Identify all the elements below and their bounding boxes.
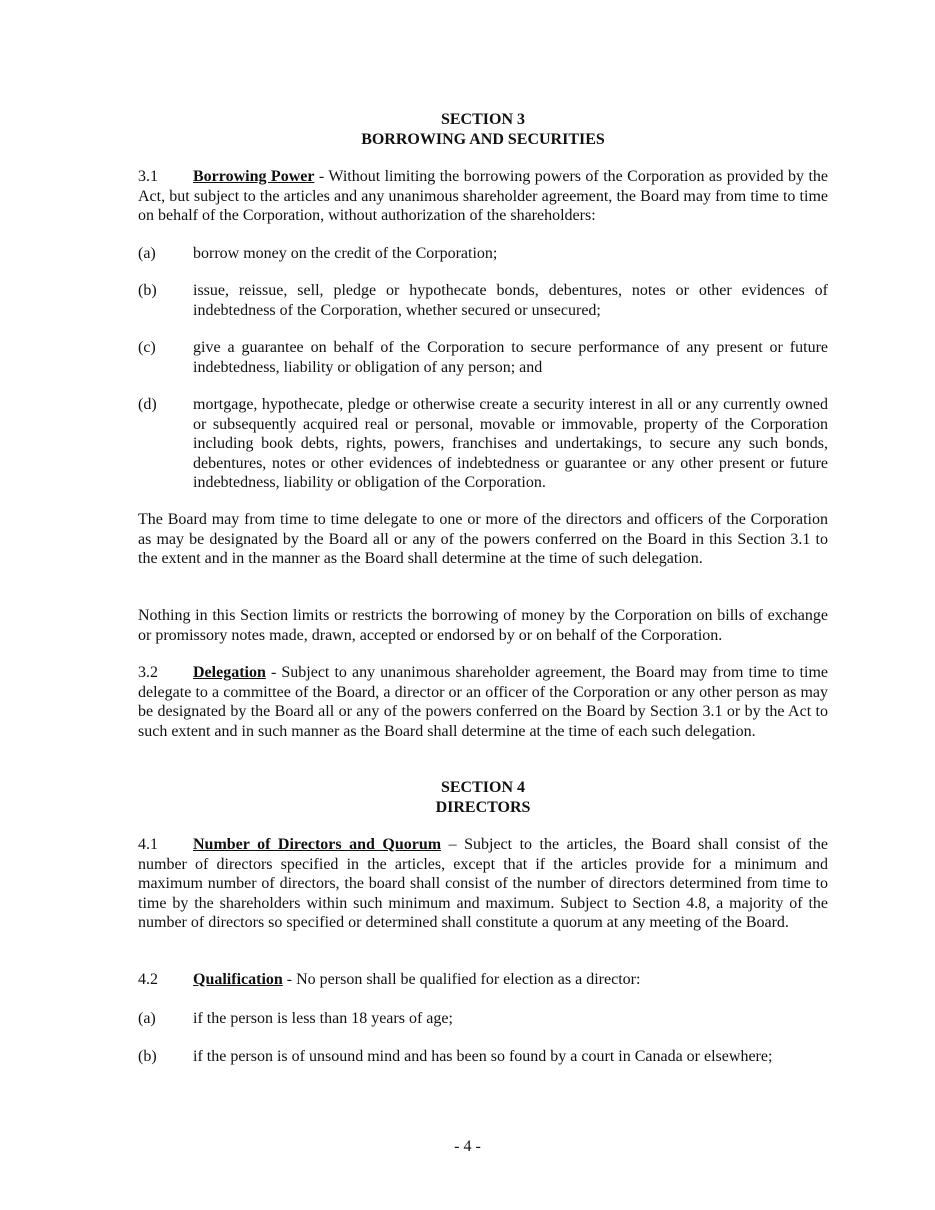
- paragraph-3-1: [138, 167, 828, 226]
- list-item-label: (b): [138, 1048, 157, 1065]
- list-item-text: give a guarantee on behalf of the Corporation to secure performance of any present or future indebtedness, liability or obligation of any person; and: [193, 339, 828, 376]
- section-3-heading: [138, 110, 828, 150]
- list-item: [138, 1009, 828, 1029]
- paragraph-number: 4.2: [138, 971, 158, 988]
- list-item: [138, 395, 828, 493]
- section-title: DIRECTORS: [435, 799, 531, 816]
- list-item: [138, 281, 828, 320]
- list-item-text: issue, reissue, sell, pledge or hypothecate bonds, debentures, notes or other evidences of indebtedness of the Corporation, whether secured or unsecured;: [193, 282, 828, 319]
- paragraph-4-2: [138, 970, 828, 990]
- list-item-label: (c): [138, 339, 156, 356]
- list-item: [138, 244, 828, 264]
- list-item-text: if the person is of unsound mind and has been so found by a court in Canada or elsewhere;: [193, 1048, 773, 1065]
- list-item: [138, 338, 828, 377]
- paragraph-text: - Without limiting the borrowing powers of the Corporation as provided by the Act, but subject to the articles and any unanimous shareholder agreement, the Board may from time to time on behalf of the Corporation, without authorization of the shareholders:: [138, 168, 828, 224]
- section-number: SECTION 4: [440, 779, 526, 796]
- paragraph-title: Number of Directors and Quorum: [193, 836, 442, 853]
- delegation-paragraph: The Board may from time to time delegate to one or more of the directors and officers of the Corporation as may be designated by the Board all or any of the powers conferred on the Board in this Section 3.1 to the extent and in the manner as the Board shall determine at the time of such delegation.: [138, 511, 828, 567]
- list-item: [138, 1047, 828, 1067]
- section-number: SECTION 3: [440, 111, 526, 128]
- paragraph-text: – Subject to the articles, the Board shall consist of the number of directors specified in the articles, except that if the articles provide for a minimum and maximum number of directors, the board shall consist of the number of directors determined from time to time by the shareholders within such minimum and maximum. Subject to Section 4.8, a majority of the number of directors so specified or determined shall constitute a quorum at any meeting of the Board.: [138, 836, 829, 931]
- list-item-label: (a): [138, 245, 156, 262]
- paragraph-title: Qualification: [193, 971, 283, 988]
- list-item-text: mortgage, hypothecate, pledge or otherwise create a security interest in all or any currently owned or subsequently acquired real or personal, movable or immovable, property of the Corporation including book debts, rights, powers, franchises and undertakings, to secure any such bonds, debentures, notes or other evidences of indebtedness or guarantee or any other present or future indebtedness, liability or obligation of the Corporation.: [193, 396, 828, 491]
- section-title: BORROWING AND SECURITIES: [361, 131, 605, 148]
- paragraph-text: - Subject to any unanimous shareholder agreement, the Board may from time to time delegate to a committee of the Board, a director or an officer of the Corporation or any other person as may be designated by the Board all or any of the powers conferred on the Board by Section 3.1 or by the Act to such extent and in such manner as the Board shall determine at the time of each such delegation.: [138, 664, 828, 740]
- paragraph-number: 4.1: [138, 836, 158, 853]
- paragraph-title: Delegation: [193, 664, 266, 681]
- list-item-label: (b): [138, 282, 157, 299]
- list-item-label: (d): [138, 396, 157, 413]
- list-item-text: borrow money on the credit of the Corporation;: [193, 245, 498, 262]
- paragraph-text: - No person shall be qualified for election as a director:: [282, 971, 641, 988]
- paragraph-number: 3.2: [138, 664, 158, 681]
- list-item-label: (a): [138, 1010, 156, 1027]
- paragraph-number: 3.1: [138, 168, 158, 185]
- list-item-text: if the person is less than 18 years of age;: [193, 1010, 453, 1027]
- section-4-heading: [138, 778, 828, 818]
- paragraph-4-1: [138, 835, 828, 933]
- page-number: - 4 -: [454, 1138, 481, 1155]
- nothing-paragraph: Nothing in this Section limits or restricts the borrowing of money by the Corporation on bills of exchange or promissory notes made, drawn, accepted or endorsed by or on behalf of the Corporation.: [138, 607, 828, 644]
- paragraph-title: Borrowing Power: [193, 168, 315, 185]
- paragraph-3-2: [138, 663, 828, 741]
